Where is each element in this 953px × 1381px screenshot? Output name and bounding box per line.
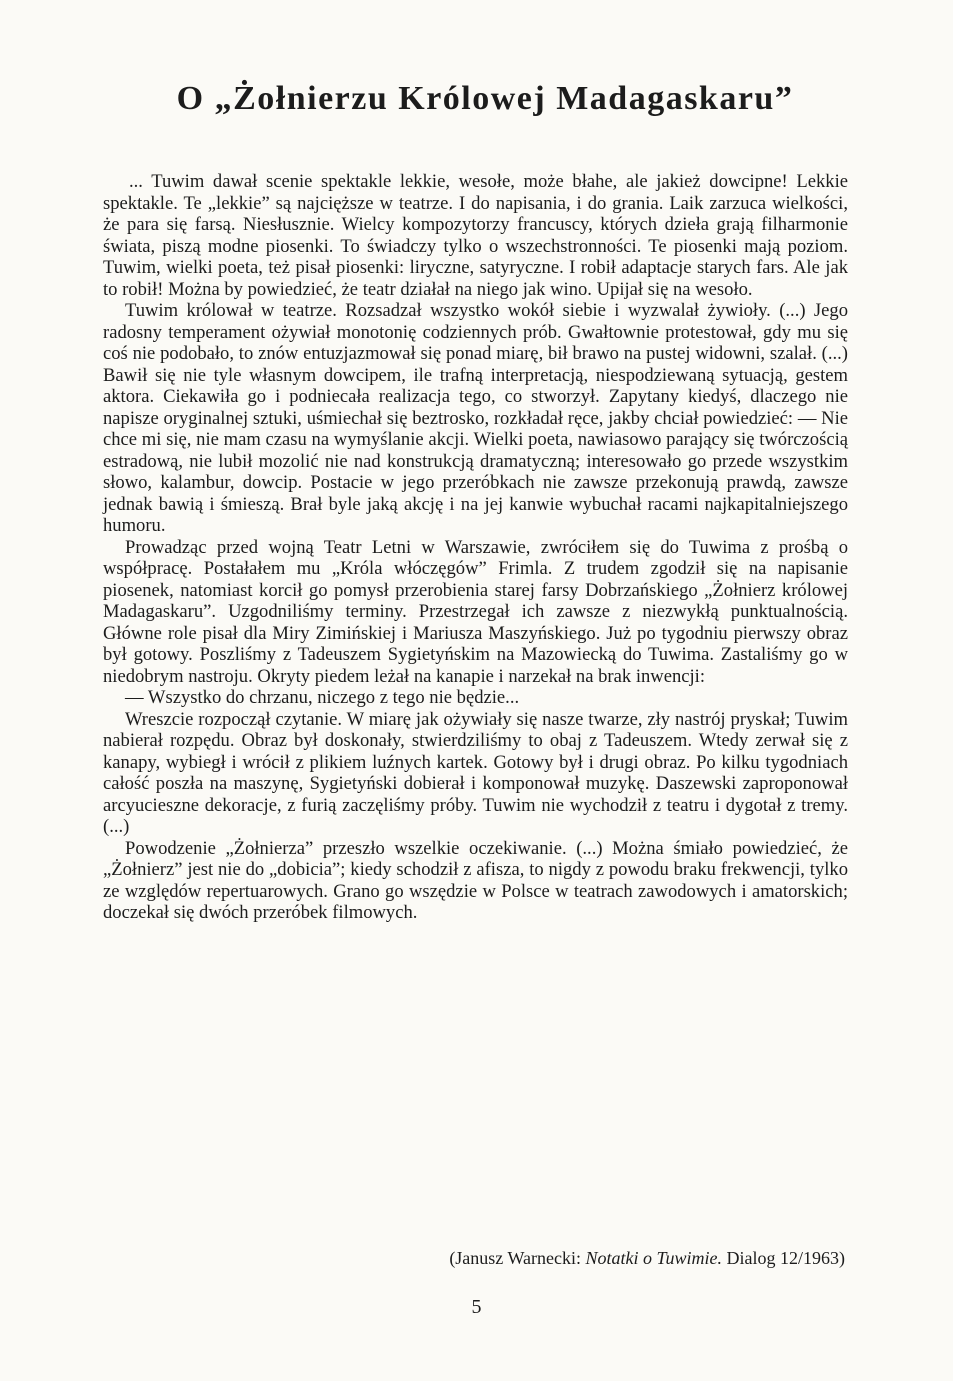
citation: [103, 1248, 845, 1269]
citation-author: (Janusz Warnecki:: [449, 1248, 581, 1268]
page-number: 5: [471, 1296, 482, 1318]
paragraph-1: ... Tuwim dawał scenie spektakle lekkie, wesołe, może błahe, ale jakież dowcipne! Lekkie spektakle. Te „lekkie” są najcięższe w teatrze. I do napisania, i do grania. Laik zarzuca wielkości, że para się farsą. Niesłusznie. Wielcy kompozytorzy francuscy, których dzieła grają filharmonie świata, piszą modne piosenki. To świadczy tylko o wszechstronności. Te piosenki mają poziom. Tuwim, wielki poeta, też pisał piosenki: liryczne, satyryczne. I robił adaptacje starych fars. Ale jak to robił! Można by powiedzieć, że teatr działał na niego jak wino. Upijał się na wesoło.: [103, 171, 848, 300]
citation-source: Dialog 12/1963): [726, 1248, 845, 1268]
paragraph-6: Powodzenie „Żołnierza” przeszło wszelkie oczekiwanie. (...) Można śmiało powiedzieć, że „Żołnierz” jest nie do „dobicia”; kiedy schodził z afisza, to nigdy z powodu braku frekwencji, tylko ze względów repertuarowych. Grano go wszędzie w Polsce w teatrach zawodowych i amatorskich; doczekał się dwóch przeróbek filmowych.: [103, 837, 848, 923]
page-title: O „Żołnierzu Królowej Madagaskaru”: [176, 80, 794, 117]
citation-work: Notatki o Tuwimie.: [585, 1248, 722, 1268]
paragraph-4: — Wszystko do chrzanu, niczego z tego nie będzie...: [125, 687, 520, 708]
article-body: [103, 171, 848, 924]
paragraph-2: Tuwim królował w teatrze. Rozsadzał wszystko wokół siebie i wyzwalał żywioły. (...) Jego radosny temperament ożywiał monotonię codziennych prób. Gwałtownie protestował, gdy mu się coś nie podobało, to znów entuzjazmował się ponad miarę, bił brawo na pustej widowni, szalał. (...) Bawił się nie tyle własnym dowcipem, ile trafną interpretacją, niespodziewaną sytuacją, gestem aktora. Ciekawiła go i podniecała realizacja tego, co stworzył. Zapytany kiedyś, dlaczego nie napisze oryginalnej sztuki, uśmiechał się beztrosko, rozkładał ręce, jakby chciał powiedzieć: — Nie chce mi się, nie mam czasu na wymyślanie akcji. Wielki poeta, nawiasowo parający się twórczością estradową, nie lubił mozolić nie nad konstrukcją dramatyczną; interesowało go przede wszystkim słowo, kalambur, dowcip. Postacie w jego przeróbkach nie zawsze przekonują prawdą, zawsze jednak bawią i śmieszą. Brał byle jaką akcję i na jej kanwie wybuchał racami najkapitalniejszego humoru.: [103, 300, 848, 536]
paragraph-3: Prowadząc przed wojną Teatr Letni w Warszawie, zwróciłem się do Tuwima z prośbą o współpracę. Postałałem mu „Króla włóczęgów” Frimla. Z trudem zgodził się na napisanie piosenek, natomiast korcił go pomysł przerobienia starej farsy Dobrzańskiego „Żołnierz królowej Madagaskaru”. Uzgodniliśmy terminy. Przestrzegał ich zawsze z niezwykłą punktualnością. Główne role pisał dla Miry Zimińskiej i Mariusza Maszyńskiego. Już po tygodniu pierwszy obraz był gotowy. Poszliśmy z Tadeuszem Sygietyńskim na Mazowiecką do Tuwima. Zastaliśmy go w niedobrym nastroju. Okryty piedem leżał na kanapie i narzekał na brak inwencji:: [103, 536, 848, 687]
paragraph-5: Wreszcie rozpoczął czytanie. W miarę jak ożywiały się nasze twarze, zły nastrój pryskał; Tuwim nabierał rozpędu. Obraz był doskonały, stwierdziliśmy to obaj z Tadeuszem. Wtedy zerwał się z kanapy, wybiegł i wrócił z plikiem luźnych kartek. Gotowy był i drugi obraz. Po kilku tygodniach całość poszła na maszynę, Sygietyński dobierał i komponował muzykę. Daszewski zaproponował arcyucieszne dekoracje, z furią zaczęliśmy próby. Tuwim nie wychodził z teatru i dygotał z tremy. (...): [103, 708, 848, 837]
